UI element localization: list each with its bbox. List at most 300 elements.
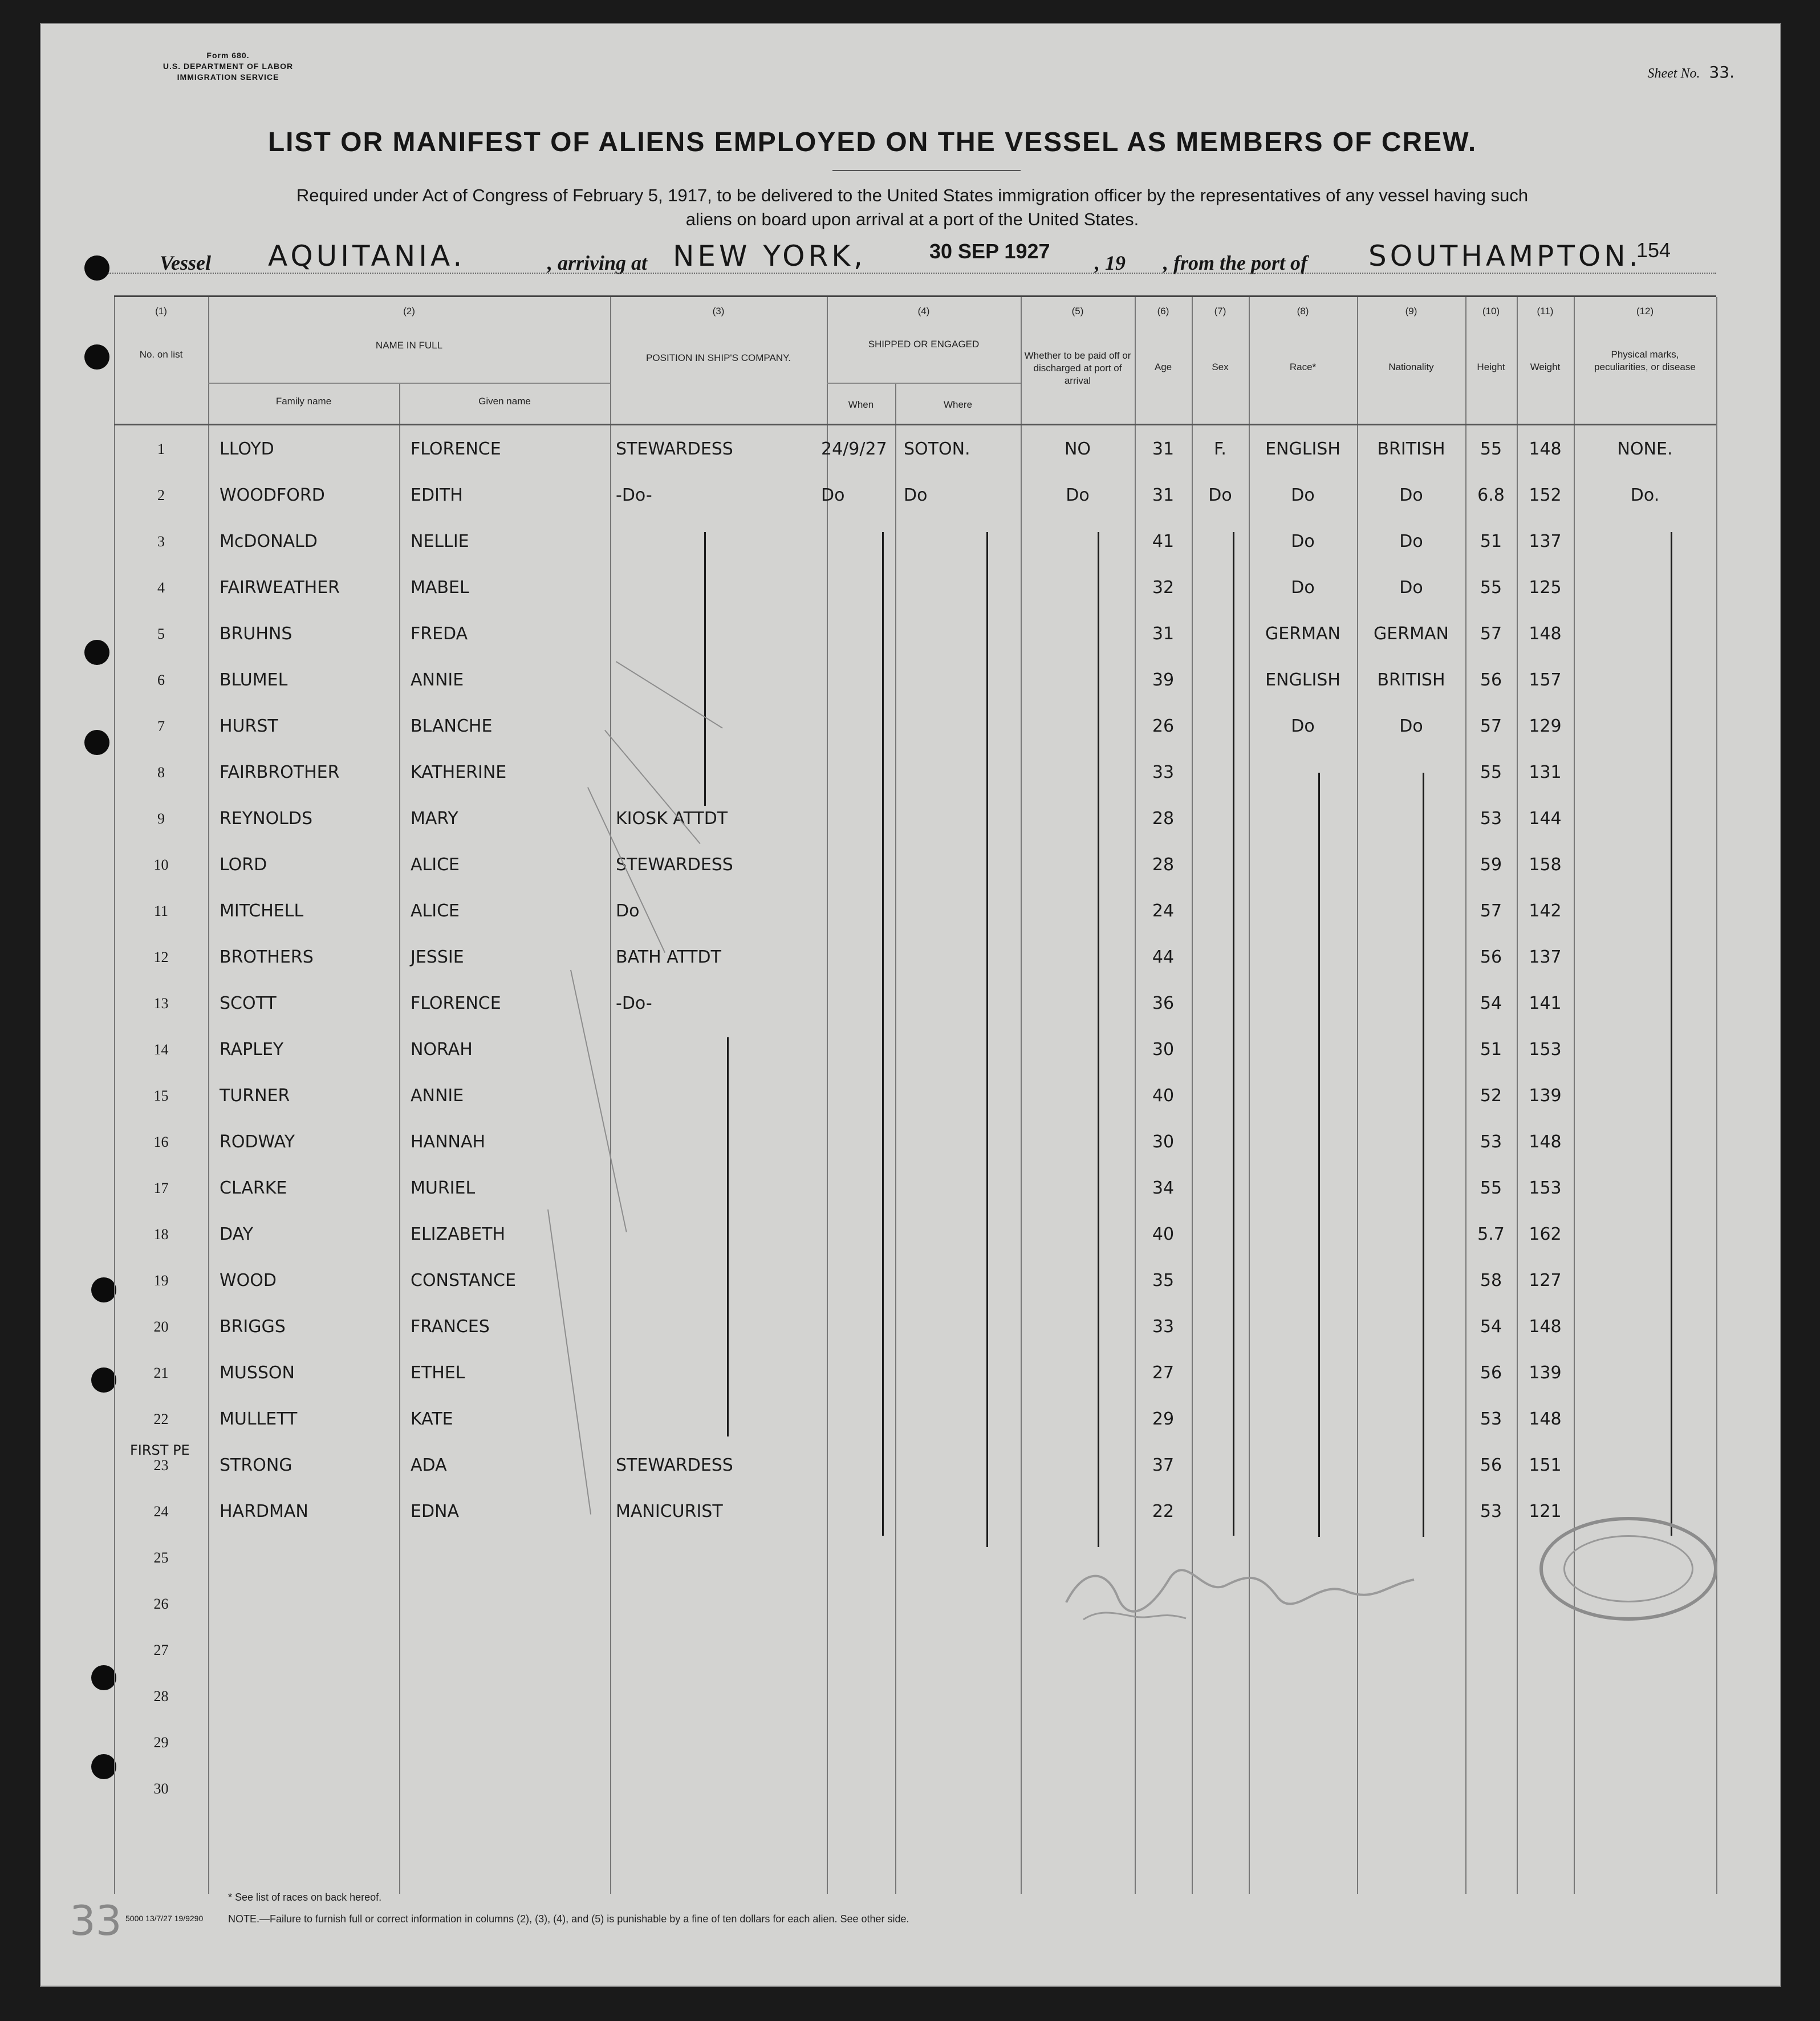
- row-number: 19: [153, 1272, 169, 1289]
- row-number: 8: [157, 764, 165, 781]
- binder-hole: [84, 255, 109, 281]
- col10-header: Height: [1477, 362, 1505, 372]
- engaged-where: [904, 749, 1018, 796]
- paid-off: [1026, 1304, 1129, 1350]
- race: Do: [1291, 716, 1315, 736]
- col10-number: (10): [1482, 306, 1500, 316]
- table-row: [114, 980, 1716, 1026]
- given-name: JESSIE: [411, 947, 464, 967]
- height: 56: [1480, 670, 1502, 690]
- weight: 141: [1529, 993, 1562, 1013]
- row-number: 24: [153, 1503, 169, 1520]
- family-name: SCOTT: [220, 993, 277, 1013]
- row-number: 5: [157, 626, 165, 642]
- family-name: DAY: [220, 1224, 254, 1244]
- row-number: 16: [153, 1134, 169, 1150]
- given-name: ALICE: [411, 855, 460, 875]
- engaged-where: [904, 1026, 1018, 1073]
- race: Do: [1291, 485, 1315, 505]
- table-row: [114, 1119, 1716, 1165]
- paid-off: [1026, 518, 1129, 565]
- given-name: NELLIE: [411, 531, 469, 551]
- footnote-races: * See list of races on back hereof.: [228, 1892, 382, 1903]
- nationality: [1357, 1350, 1465, 1396]
- given-name: HANNAH: [411, 1132, 486, 1152]
- engaged-when: [821, 657, 895, 703]
- race: [1249, 888, 1357, 934]
- height: 51: [1480, 531, 1502, 551]
- height: 58: [1480, 1271, 1502, 1290]
- engaged-when: [821, 796, 895, 842]
- ship-position: [616, 749, 821, 796]
- nationality: [1357, 842, 1465, 888]
- sex: [1197, 1165, 1243, 1211]
- col12-number: (12): [1636, 306, 1654, 316]
- race: [1249, 1488, 1357, 1535]
- col6-number: (6): [1157, 306, 1169, 316]
- given-name: ANNIE: [411, 1086, 464, 1106]
- sex: [1197, 1026, 1243, 1073]
- nationality: [1357, 934, 1465, 980]
- table-row: [114, 565, 1716, 611]
- sex: [1197, 842, 1243, 888]
- weight: 148: [1529, 1317, 1562, 1337]
- engaged-where: [904, 1165, 1018, 1211]
- given-name: FLORENCE: [411, 439, 501, 459]
- col6-header: Age: [1154, 362, 1172, 372]
- row-number: 29: [153, 1734, 169, 1751]
- binder-hole: [91, 1665, 116, 1690]
- physical-marks: [1579, 518, 1711, 565]
- physical-marks: [1579, 749, 1711, 796]
- ditto-line: [1098, 532, 1099, 1547]
- engaged-where: [904, 842, 1018, 888]
- ship-position: [616, 1211, 821, 1257]
- physical-marks: [1579, 657, 1711, 703]
- paid-off: [1026, 1073, 1129, 1119]
- age: 37: [1152, 1455, 1175, 1475]
- row-number: 13: [153, 995, 169, 1012]
- weight: 153: [1529, 1040, 1562, 1060]
- given-name: EDNA: [411, 1501, 460, 1521]
- nationality: [1357, 1026, 1465, 1073]
- binder-hole: [84, 730, 109, 755]
- race: [1249, 1396, 1357, 1442]
- table-row: [114, 842, 1716, 888]
- margin-sheet-number: 33: [70, 1897, 122, 1945]
- engaged-where: [904, 1073, 1018, 1119]
- table-row: [114, 472, 1716, 518]
- ship-position: [616, 1026, 821, 1073]
- height: 55: [1480, 1178, 1502, 1198]
- ship-position: STEWARDESS: [616, 439, 733, 459]
- footnotes: [228, 1886, 909, 1930]
- engaged-where: [904, 1442, 1018, 1488]
- department-name: U.S. DEPARTMENT OF LABOR: [162, 62, 294, 71]
- engaged-when: [821, 611, 895, 657]
- sex: [1197, 796, 1243, 842]
- ditto-line: [1423, 773, 1424, 1537]
- height: 6.8: [1477, 485, 1505, 505]
- race: Do: [1291, 578, 1315, 598]
- form-number: Form 680.: [206, 51, 250, 60]
- ditto-line: [704, 532, 706, 806]
- table-row: [114, 518, 1716, 565]
- table-row: [114, 1488, 1716, 1535]
- col7-header: Sex: [1212, 362, 1229, 372]
- height: 51: [1480, 1040, 1502, 1060]
- given-name: MARY: [411, 809, 458, 829]
- row-number: 14: [153, 1041, 169, 1058]
- ditto-line: [1671, 532, 1672, 1536]
- immigration-stamp: [1539, 1517, 1717, 1621]
- binder-hole: [91, 1754, 116, 1779]
- physical-marks: [1579, 1350, 1711, 1396]
- row-number: 21: [153, 1365, 169, 1381]
- page-count: 154: [1636, 238, 1671, 262]
- table-row: [114, 934, 1716, 980]
- weight: 142: [1529, 901, 1562, 921]
- ship-position: STEWARDESS: [616, 855, 733, 875]
- sheet-number-label: Sheet No.: [1647, 66, 1700, 81]
- col3-number: (3): [712, 306, 725, 316]
- row-number: 26: [153, 1596, 169, 1612]
- family-name: FAIRBROTHER: [220, 762, 340, 782]
- engaged-where: [904, 703, 1018, 749]
- age: 31: [1152, 485, 1175, 505]
- table-row: [114, 749, 1716, 796]
- col2-given-header: Given name: [478, 396, 531, 407]
- row-number: 3: [157, 533, 165, 550]
- table-row: [114, 426, 1716, 472]
- ship-position: KIOSK ATTDT: [616, 809, 728, 829]
- officer-signature: [1061, 1557, 1460, 1625]
- height: 56: [1480, 947, 1502, 967]
- height: 57: [1480, 901, 1502, 921]
- paid-off: NO: [1064, 439, 1091, 459]
- sex: [1197, 1211, 1243, 1257]
- col7-number: (7): [1214, 306, 1226, 316]
- row-number: 22: [153, 1411, 169, 1427]
- row-number: 12: [153, 949, 169, 965]
- engaged-when: [821, 1442, 895, 1488]
- age: 30: [1152, 1132, 1175, 1152]
- family-name: STRONG: [220, 1455, 292, 1475]
- row-number: 18: [153, 1226, 169, 1243]
- paid-off: [1026, 657, 1129, 703]
- paid-off: [1026, 1211, 1129, 1257]
- race: [1249, 1073, 1357, 1119]
- age: 24: [1152, 901, 1175, 921]
- paid-off: [1026, 1350, 1129, 1396]
- paid-off: [1026, 1488, 1129, 1535]
- col12-header: Physical marks, peculiarities, or disease: [1594, 349, 1696, 372]
- height: 55: [1480, 578, 1502, 598]
- family-name: HURST: [220, 716, 278, 736]
- sex: [1197, 1396, 1243, 1442]
- engaged-when: [821, 1165, 895, 1211]
- arriving-label: , arriving at: [547, 251, 648, 274]
- col2-family-header: Family name: [275, 396, 332, 407]
- table-row: [114, 1673, 1716, 1719]
- vessel-rule: [108, 273, 1716, 274]
- physical-marks: [1579, 1257, 1711, 1304]
- engaged-when: [821, 1350, 895, 1396]
- family-name: REYNOLDS: [220, 809, 313, 829]
- engaged-where: [904, 1119, 1018, 1165]
- col2-header: NAME IN FULL: [375, 340, 443, 351]
- weight: 139: [1529, 1086, 1562, 1106]
- engaged-when: [821, 1396, 895, 1442]
- family-name: BLUMEL: [220, 670, 288, 690]
- vessel-name: AQUITANIA.: [268, 240, 466, 273]
- engaged-when: [821, 1119, 895, 1165]
- col4-subrule: [827, 383, 1021, 384]
- age: 40: [1152, 1224, 1175, 1244]
- from-port: SOUTHAMPTON.: [1368, 240, 1642, 273]
- physical-marks: [1579, 1304, 1711, 1350]
- height: 53: [1480, 1501, 1502, 1521]
- engaged-where: [904, 1488, 1018, 1535]
- given-name: NORAH: [411, 1040, 473, 1060]
- table-row: [114, 611, 1716, 657]
- given-name: ELIZABETH: [411, 1224, 506, 1244]
- col8-header: Race*: [1289, 362, 1317, 372]
- physical-marks: [1579, 1119, 1711, 1165]
- ship-position: -Do-: [616, 485, 652, 505]
- ship-position: [616, 1073, 821, 1119]
- nationality: Do: [1399, 485, 1423, 505]
- family-name: HARDMAN: [220, 1501, 308, 1521]
- engaged-when: [821, 518, 895, 565]
- ship-position: -Do-: [616, 993, 652, 1013]
- given-name: ALICE: [411, 901, 460, 921]
- row-number: 25: [153, 1549, 169, 1566]
- nationality: [1357, 888, 1465, 934]
- given-name: ANNIE: [411, 670, 464, 690]
- sex: [1197, 611, 1243, 657]
- sheet-number: [1647, 63, 1734, 82]
- age: 39: [1152, 670, 1175, 690]
- sex: [1197, 1257, 1243, 1304]
- manifest-table: [114, 295, 1716, 1894]
- weight: 148: [1529, 1132, 1562, 1152]
- ship-position: STEWARDESS: [616, 1455, 733, 1475]
- sex: [1197, 980, 1243, 1026]
- engaged-where: [904, 518, 1018, 565]
- engaged-when: [821, 1488, 895, 1535]
- row-number: 9: [157, 810, 165, 827]
- height: 54: [1480, 993, 1502, 1013]
- engaged-when: Do: [821, 485, 845, 505]
- row-number: 2: [157, 487, 165, 504]
- ditto-line: [1233, 532, 1234, 1536]
- paid-off: Do: [1066, 485, 1090, 505]
- age: 31: [1152, 624, 1175, 644]
- row-number: 17: [153, 1180, 169, 1196]
- ship-position: [616, 1396, 821, 1442]
- col8-number: (8): [1297, 306, 1309, 316]
- table-row: [114, 1627, 1716, 1673]
- col1-number: (1): [155, 306, 167, 316]
- manifest-title: LIST OR MANIFEST OF ALIENS EMPLOYED ON THE VESSEL AS MEMBERS OF CREW.: [267, 127, 1477, 157]
- binder-hole: [84, 640, 109, 665]
- weight: 152: [1529, 485, 1562, 505]
- weight: 121: [1529, 1501, 1562, 1521]
- age: 41: [1152, 531, 1175, 551]
- engaged-where: Do: [904, 485, 928, 505]
- binder-hole: [84, 344, 109, 370]
- paid-off: [1026, 749, 1129, 796]
- arriving-port: NEW YORK,: [673, 240, 866, 273]
- arrival-date-stamp: 30 SEP 1927: [929, 240, 1050, 263]
- weight: 137: [1529, 947, 1562, 967]
- nationality: [1357, 749, 1465, 796]
- col2-subrule: [208, 383, 610, 384]
- given-name: EDITH: [411, 485, 463, 505]
- col5-number: (5): [1071, 306, 1084, 316]
- sex: [1197, 565, 1243, 611]
- column-rule: [1716, 297, 1717, 1894]
- row-number: 10: [153, 857, 169, 873]
- age: 33: [1152, 762, 1175, 782]
- table-row: [114, 1211, 1716, 1257]
- engaged-when: [821, 934, 895, 980]
- table-row: [114, 1026, 1716, 1073]
- given-name: KATE: [411, 1409, 453, 1429]
- engaged-when: [821, 1304, 895, 1350]
- col5-header: Whether to be paid off or discharged at port of arrival: [1024, 350, 1131, 386]
- nationality: Do: [1399, 578, 1423, 598]
- engaged-where: [904, 1304, 1018, 1350]
- family-name: WOODFORD: [220, 485, 325, 505]
- engaged-when: 24/9/27: [821, 439, 887, 459]
- row-number: 20: [153, 1318, 169, 1335]
- paid-off: [1026, 611, 1129, 657]
- family-name: CLARKE: [220, 1178, 287, 1198]
- height: 56: [1480, 1363, 1502, 1383]
- given-name: FRANCES: [411, 1317, 490, 1337]
- nationality: Do: [1399, 716, 1423, 736]
- col9-number: (9): [1405, 306, 1417, 316]
- engaged-when: [821, 888, 895, 934]
- height: 57: [1480, 716, 1502, 736]
- col4-where-header: Where: [943, 399, 973, 410]
- family-name: MITCHELL: [220, 901, 304, 921]
- given-name: MURIEL: [411, 1178, 476, 1198]
- height: 5.7: [1477, 1224, 1505, 1244]
- height: 55: [1480, 439, 1502, 459]
- family-name: RAPLEY: [220, 1040, 284, 1060]
- physical-marks: [1579, 934, 1711, 980]
- physical-marks: [1579, 611, 1711, 657]
- age: 28: [1152, 809, 1175, 829]
- table-row: [114, 1350, 1716, 1396]
- nationality: GERMAN: [1374, 624, 1449, 644]
- table-row: [114, 1396, 1716, 1442]
- age: 40: [1152, 1086, 1175, 1106]
- col4-header: SHIPPED OR ENGAGED: [868, 339, 980, 350]
- family-name: FAIRWEATHER: [220, 578, 340, 598]
- given-name: MABEL: [411, 578, 469, 598]
- engaged-when: [821, 749, 895, 796]
- sex: [1197, 1304, 1243, 1350]
- height: 53: [1480, 1132, 1502, 1152]
- race: [1249, 796, 1357, 842]
- sex: [1197, 1073, 1243, 1119]
- col3-header: POSITION IN SHIP'S COMPANY.: [646, 352, 791, 363]
- table-row: [114, 1257, 1716, 1304]
- engaged-where: [904, 1257, 1018, 1304]
- physical-marks: [1579, 796, 1711, 842]
- table-row: [114, 1073, 1716, 1119]
- col11-header: Weight: [1530, 362, 1561, 372]
- paid-off: [1026, 980, 1129, 1026]
- race: [1249, 1304, 1357, 1350]
- family-name: LLOYD: [220, 439, 274, 459]
- family-name: BROTHERS: [220, 947, 314, 967]
- sex: [1197, 888, 1243, 934]
- weight: 144: [1529, 809, 1562, 829]
- vessel-label: Vessel: [160, 251, 211, 274]
- weight: 131: [1529, 762, 1562, 782]
- ship-position: [616, 1119, 821, 1165]
- table-row: [114, 703, 1716, 749]
- paid-off: [1026, 934, 1129, 980]
- height: 52: [1480, 1086, 1502, 1106]
- given-name: KATHERINE: [411, 762, 507, 782]
- race: ENGLISH: [1265, 439, 1340, 459]
- weight: 137: [1529, 531, 1562, 551]
- physical-marks: [1579, 888, 1711, 934]
- row-number: 1: [157, 441, 165, 457]
- col9-header: Nationality: [1388, 362, 1434, 372]
- race: GERMAN: [1265, 624, 1340, 644]
- race: [1249, 1026, 1357, 1073]
- engaged-where: [904, 1396, 1018, 1442]
- subtitle-line-2: aliens on board upon arrival at a port of the United States.: [685, 209, 1139, 229]
- sex: [1197, 934, 1243, 980]
- year-label: , 19: [1095, 251, 1126, 274]
- weight: 148: [1529, 624, 1562, 644]
- row-number: 7: [157, 718, 165, 734]
- physical-marks: [1579, 703, 1711, 749]
- form-identifier: [108, 50, 348, 83]
- family-name: TURNER: [220, 1086, 290, 1106]
- race: Do: [1291, 531, 1315, 551]
- engaged-where: [904, 1211, 1018, 1257]
- nationality: [1357, 1442, 1465, 1488]
- binder-hole: [91, 1367, 116, 1393]
- nationality: BRITISH: [1377, 670, 1445, 690]
- age: 28: [1152, 855, 1175, 875]
- sex: [1197, 749, 1243, 796]
- header-bottom-rule: [114, 424, 1716, 425]
- age: 22: [1152, 1501, 1175, 1521]
- sheet-number-value: 33.: [1709, 63, 1734, 82]
- from-port-label: , from the port of: [1163, 251, 1308, 274]
- engaged-when: [821, 1073, 895, 1119]
- age: 26: [1152, 716, 1175, 736]
- nationality: Do: [1399, 531, 1423, 551]
- paid-off: [1026, 1396, 1129, 1442]
- engaged-where: [904, 980, 1018, 1026]
- paid-off: [1026, 1026, 1129, 1073]
- paid-off: [1026, 842, 1129, 888]
- sex: [1197, 1119, 1243, 1165]
- nationality: [1357, 980, 1465, 1026]
- ditto-line: [882, 532, 884, 1536]
